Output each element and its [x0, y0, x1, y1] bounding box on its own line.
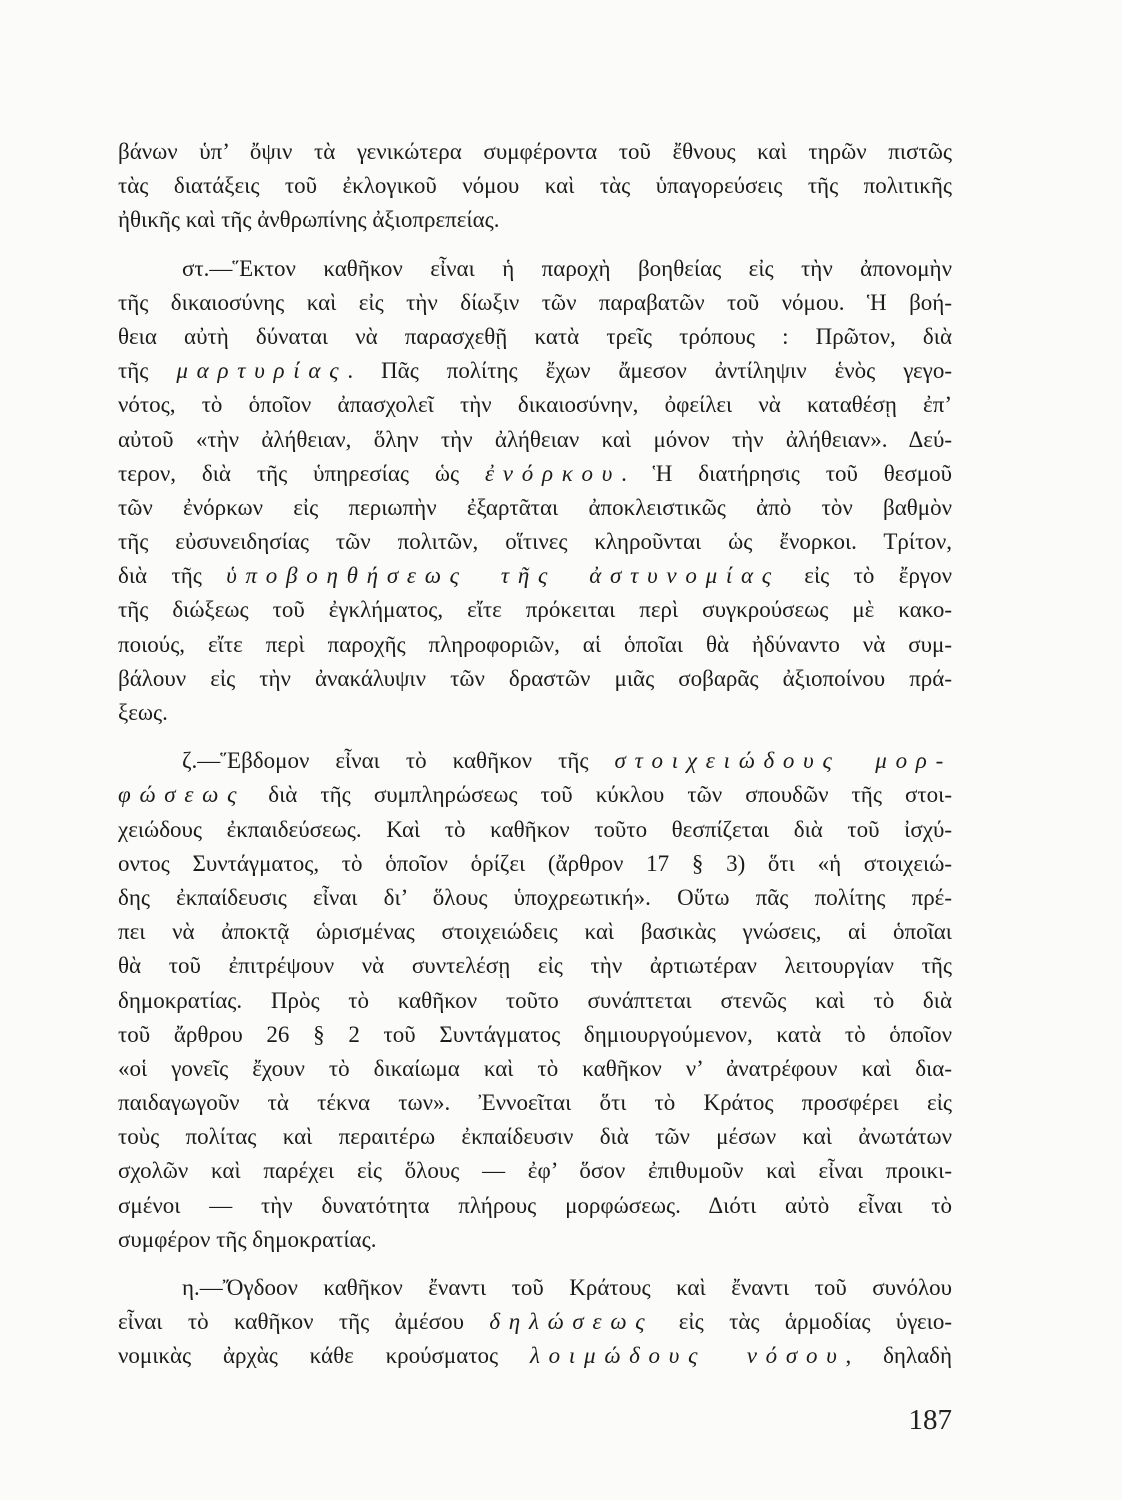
line-text-before: ζ.—Ἕβδομον εἶναι τὸ καθῆκον τῆς	[182, 748, 615, 774]
paragraph-continuation	[118, 135, 952, 238]
page-number: 187	[908, 1404, 952, 1436]
spaced-emphasis: ἐνόρκου	[484, 460, 622, 486]
text-line: στ.—Ἕκτον καθῆκον εἶναι ἡ παροχὴ βοηθείας εἰς τὴν ἀπονομὴν	[182, 255, 952, 281]
text-line	[118, 457, 952, 491]
line-text-after: διὰ τῆς συμπληρώσεως τοῦ κύκλου τῶν σπουδῶν τῆς στοι-	[245, 782, 952, 808]
text-line: η.—Ὄγδοον καθῆκον ἔναντι τοῦ Κράτους καὶ ἔναντι τοῦ συνόλου	[182, 1275, 952, 1300]
text-line: παιδαγωγοῦν τὰ τέκνα των». Ἐννοεῖται ὅτι τὸ Κράτος προσφέρει εἰς	[118, 1090, 952, 1116]
text-line	[118, 1305, 952, 1339]
text-line	[118, 1339, 952, 1373]
text-line: «οἱ γονεῖς ἔχουν τὸ δικαίωμα καὶ τὸ καθῆκον ν’ ἀνατρέφουν καὶ δια-	[118, 1055, 952, 1081]
text-line: οντος Συντάγματος, τὸ ὁποῖον ὁρίζει (ἄρθρον 17 § 3) ὅτι «ἡ στοιχειώ-	[118, 850, 952, 876]
text-line	[118, 559, 952, 593]
text-line: σχολῶν καὶ παρέχει εἰς ὅλους — ἐφ’ ὅσον ἐπιθυμοῦν καὶ εἶναι προικι-	[118, 1158, 952, 1184]
text-line: δημοκρατίας. Πρὸς τὸ καθῆκον τοῦτο συνάπτεται στενῶς καὶ τὸ διὰ	[118, 987, 952, 1013]
text-line: θεια αὐτὴ δύναται νὰ παρασχεθῇ κατὰ τρεῖς τρόπους : Πρῶτον, διὰ	[118, 323, 952, 349]
text-line: νότος, τὸ ὁποῖον ἀπασχολεῖ τὴν δικαιοσύνην, ὀφείλει νὰ καταθέσῃ ἐπ’	[118, 392, 952, 418]
text-line: δης ἐκπαίδευσις εἶναι δι’ ὅλους ὑποχρεωτική». Οὕτω πᾶς πολίτης πρέ-	[118, 884, 952, 910]
text-line: ξεως.	[118, 700, 168, 725]
line-text-before: εἶναι τὸ καθῆκον τῆς ἀμέσου	[118, 1309, 490, 1335]
text-line: σμένοι — τὴν δυνατότητα πλήρους μορφώσεως. Διότι αὐτὸ εἶναι τὸ	[118, 1192, 952, 1218]
line-text-before: τερον, διὰ τῆς ὑπηρεσίας ὡς	[118, 460, 485, 486]
line-text-before: τῆς	[118, 358, 177, 384]
spaced-emphasis: δηλώσεως	[489, 1309, 654, 1335]
text-line: χειώδους ἐκπαιδεύσεως. Καὶ τὸ καθῆκον τοῦτο θεσπίζεται διὰ τοῦ ἰσχύ-	[118, 816, 952, 842]
text-line	[118, 744, 952, 778]
text-line: πει νὰ ἀποκτᾷ ὡρισμένας στοιχειώδεις καὶ βασικὰς γνώσεις, αἱ ὁποῖαι	[118, 919, 952, 945]
text-line: τοὺς πολίτας καὶ περαιτέρω ἐκπαίδευσιν διὰ τῶν μέσων καὶ ἀνωτάτων	[118, 1124, 952, 1150]
text-line: τοῦ ἄρθρου 26 § 2 τοῦ Συντάγματος δημιουργούμενον, κατὰ τὸ ὁποῖον	[118, 1021, 952, 1047]
paragraph-seventh-duty	[118, 744, 952, 1257]
text-line: τῆς δικαιοσύνης καὶ εἰς τὴν δίωξιν τῶν παραβατῶν τοῦ νόμου. Ἡ βοή-	[118, 289, 952, 315]
text-line: ἠθικῆς καὶ τῆς ἀνθρωπίνης ἀξιοπρεπείας.	[118, 207, 500, 233]
text-line: τῆς εὐσυνειδησίας τῶν πολιτῶν, οἵτινες κληροῦνται ὡς ἔνορκοι. Τρίτον,	[118, 529, 952, 555]
spaced-emphasis: στοιχειώδους μορ-	[614, 748, 952, 774]
text-line: θὰ τοῦ ἐπιτρέψουν νὰ συντελέσῃ εἰς τὴν ἀρτιωτέραν λειτουργίαν τῆς	[118, 953, 952, 979]
line-text-after: εἰς τὰς ἁρμοδίας ὑγειο-	[653, 1309, 952, 1335]
text-line: αὐτοῦ «τὴν ἀλήθειαν, ὅλην τὴν ἀλήθειαν καὶ μόνον τὴν ἀλήθειαν». Δεύ-	[118, 426, 952, 452]
text-line: τῶν ἐνόρκων εἰς περιωπὴν ἐξαρτᾶται ἀποκλειστικῶς ἀπὸ τὸν βαθμὸν	[118, 494, 952, 520]
text-line: βάλουν εἰς τὴν ἀνακάλυψιν τῶν δραστῶν μιᾶς σοβαρᾶς ἀξιοποίνου πρά-	[118, 665, 952, 691]
text-line: τῆς διώξεως τοῦ ἐγκλήματος, εἴτε πρόκειται περὶ συγκρούσεως μὲ κακο-	[118, 597, 952, 623]
body-text	[118, 135, 952, 1374]
paragraph-eighth-duty	[118, 1271, 952, 1374]
text-line: τὰς διατάξεις τοῦ ἐκλογικοῦ νόμου καὶ τὰς ὑπαγορεύσεις τῆς πολιτικῆς	[118, 173, 952, 199]
text-line: βάνων ὑπ’ ὄψιν τὰ γενικώτερα συμφέροντα τοῦ ἔθνους καὶ τηρῶν πιστῶς	[118, 139, 952, 164]
line-text-after: , δηλαδὴ	[845, 1343, 952, 1369]
spaced-emphasis: ὑποβοηθήσεως τῆς ἀστυνομίας	[226, 563, 780, 589]
line-text-after: . Ἡ διατήρησις τοῦ θεσμοῦ	[621, 460, 952, 486]
spaced-emphasis: φώσεως	[118, 782, 246, 808]
line-text-after: . Πᾶς πολίτης ἔχων ἄμεσον ἀντίληψιν ἑνὸς γεγο-	[347, 358, 952, 384]
spaced-emphasis: μαρτυρίας	[176, 358, 348, 384]
text-line: ποιούς, εἴτε περὶ παροχῆς πληροφοριῶν, αἱ ὁποῖαι θὰ ἠδύναντο νὰ συμ-	[118, 631, 952, 657]
text-line: συμφέρον τῆς δημοκρατίας.	[118, 1226, 377, 1252]
spaced-emphasis: λοιμώδους νόσου	[529, 1343, 846, 1369]
line-text-before: νομικὰς ἀρχὰς κάθε κρούσματος	[118, 1343, 530, 1369]
paragraph-sixth-duty	[118, 252, 952, 731]
line-text-before: διὰ τῆς	[118, 563, 227, 589]
text-line	[118, 778, 952, 812]
text-line	[118, 354, 952, 388]
line-text-after: εἰς τὸ ἔργον	[779, 563, 952, 589]
